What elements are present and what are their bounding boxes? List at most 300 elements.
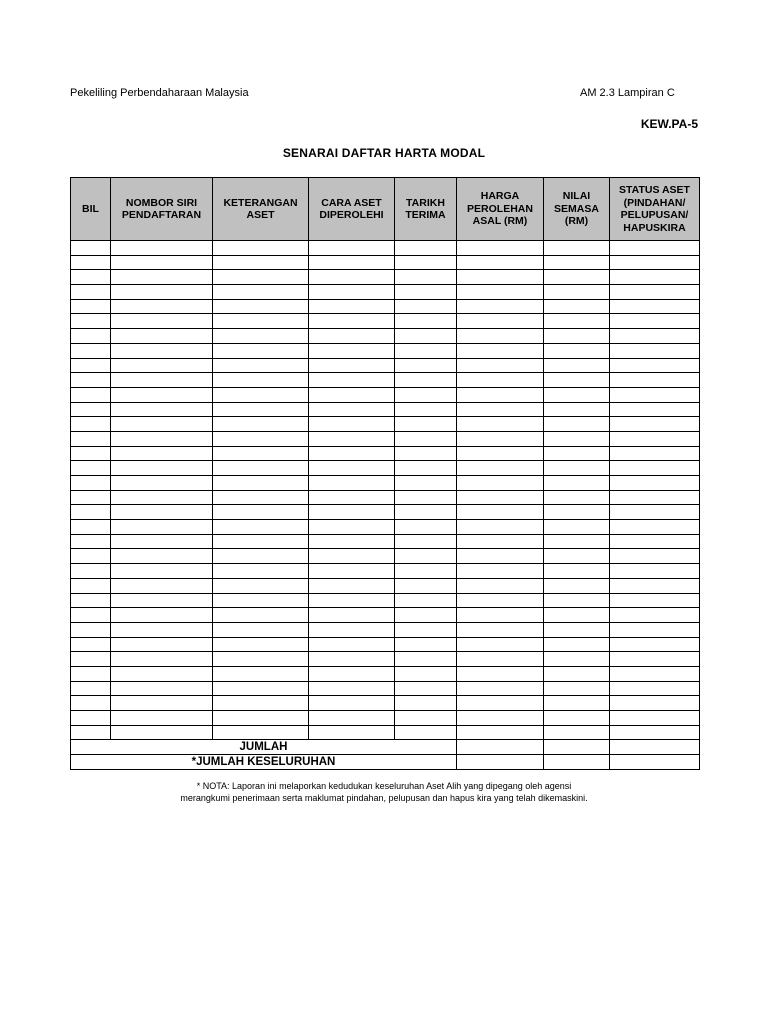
- table-cell[interactable]: [111, 255, 213, 270]
- table-cell[interactable]: [395, 461, 457, 476]
- table-cell[interactable]: [309, 637, 395, 652]
- table-cell[interactable]: [213, 564, 309, 579]
- table-cell[interactable]: [395, 270, 457, 285]
- table-cell[interactable]: [544, 549, 610, 564]
- table-cell[interactable]: [457, 270, 544, 285]
- table-cell[interactable]: [610, 608, 700, 623]
- table-cell[interactable]: [457, 593, 544, 608]
- table-cell[interactable]: [111, 505, 213, 520]
- table-cell[interactable]: [111, 285, 213, 300]
- table-cell[interactable]: [309, 314, 395, 329]
- table-cell[interactable]: [309, 373, 395, 388]
- table-cell[interactable]: [111, 461, 213, 476]
- table-cell[interactable]: [544, 241, 610, 256]
- grand-total-cell-harga[interactable]: [457, 755, 544, 770]
- table-cell[interactable]: [610, 711, 700, 726]
- table-cell[interactable]: [544, 666, 610, 681]
- table-cell[interactable]: [395, 681, 457, 696]
- table-cell[interactable]: [71, 666, 111, 681]
- table-cell[interactable]: [544, 564, 610, 579]
- table-cell[interactable]: [395, 373, 457, 388]
- table-cell[interactable]: [71, 608, 111, 623]
- table-cell[interactable]: [457, 696, 544, 711]
- table-cell[interactable]: [544, 711, 610, 726]
- table-cell[interactable]: [213, 343, 309, 358]
- table-cell[interactable]: [457, 255, 544, 270]
- table-cell[interactable]: [111, 299, 213, 314]
- table-cell[interactable]: [610, 285, 700, 300]
- table-cell[interactable]: [544, 285, 610, 300]
- table-cell[interactable]: [610, 652, 700, 667]
- table-cell[interactable]: [213, 578, 309, 593]
- table-cell[interactable]: [111, 270, 213, 285]
- total-cell-nilai[interactable]: [544, 740, 610, 755]
- table-cell[interactable]: [309, 255, 395, 270]
- table-cell[interactable]: [309, 534, 395, 549]
- table-row: [71, 622, 700, 637]
- table-cell[interactable]: [111, 241, 213, 256]
- table-cell[interactable]: [544, 299, 610, 314]
- table-cell[interactable]: [111, 387, 213, 402]
- table-cell[interactable]: [610, 534, 700, 549]
- table-cell[interactable]: [544, 255, 610, 270]
- table-cell[interactable]: [213, 652, 309, 667]
- table-cell[interactable]: [610, 476, 700, 491]
- table-cell[interactable]: [71, 637, 111, 652]
- table-cell[interactable]: [71, 534, 111, 549]
- table-cell[interactable]: [71, 329, 111, 344]
- table-cell[interactable]: [457, 652, 544, 667]
- table-cell[interactable]: [111, 446, 213, 461]
- table-cell[interactable]: [71, 255, 111, 270]
- table-cell[interactable]: [544, 490, 610, 505]
- table-cell[interactable]: [111, 373, 213, 388]
- table-cell[interactable]: [213, 255, 309, 270]
- table-cell[interactable]: [71, 358, 111, 373]
- table-cell[interactable]: [213, 241, 309, 256]
- table-cell[interactable]: [457, 417, 544, 432]
- table-cell[interactable]: [213, 314, 309, 329]
- table-cell[interactable]: [213, 431, 309, 446]
- table-cell[interactable]: [71, 622, 111, 637]
- table-cell[interactable]: [395, 314, 457, 329]
- table-cell[interactable]: [610, 255, 700, 270]
- table-cell[interactable]: [71, 314, 111, 329]
- table-cell[interactable]: [213, 505, 309, 520]
- table-cell[interactable]: [213, 681, 309, 696]
- table-cell[interactable]: [111, 314, 213, 329]
- table-cell[interactable]: [71, 431, 111, 446]
- table-cell[interactable]: [457, 725, 544, 740]
- table-cell[interactable]: [610, 593, 700, 608]
- table-row: [71, 637, 700, 652]
- table-cell[interactable]: [213, 637, 309, 652]
- table-cell[interactable]: [71, 285, 111, 300]
- table-cell[interactable]: [71, 417, 111, 432]
- table-row: [71, 696, 700, 711]
- table-cell[interactable]: [610, 299, 700, 314]
- table-cell[interactable]: [544, 520, 610, 535]
- table-cell[interactable]: [71, 476, 111, 491]
- table-cell[interactable]: [309, 622, 395, 637]
- table-cell[interactable]: [610, 241, 700, 256]
- table-cell[interactable]: [610, 681, 700, 696]
- table-cell[interactable]: [213, 593, 309, 608]
- table-body: [71, 241, 700, 740]
- table-cell[interactable]: [544, 652, 610, 667]
- table-cell[interactable]: [544, 373, 610, 388]
- table-cell[interactable]: [610, 373, 700, 388]
- table-row: [71, 652, 700, 667]
- table-cell[interactable]: [71, 725, 111, 740]
- table-cell[interactable]: [544, 329, 610, 344]
- table-cell[interactable]: [213, 299, 309, 314]
- column-header-status-aset: STATUS ASET (PINDAHAN/ PELUPUSAN/ HAPUSKIRA: [610, 178, 700, 241]
- table-cell[interactable]: [111, 637, 213, 652]
- table-cell[interactable]: [544, 343, 610, 358]
- table-cell[interactable]: [309, 578, 395, 593]
- table-cell[interactable]: [395, 241, 457, 256]
- table-cell[interactable]: [544, 608, 610, 623]
- table-cell[interactable]: [457, 476, 544, 491]
- table-row: [71, 534, 700, 549]
- table-cell[interactable]: [457, 431, 544, 446]
- table-cell[interactable]: [457, 299, 544, 314]
- table-cell[interactable]: [111, 431, 213, 446]
- table-cell[interactable]: [544, 270, 610, 285]
- table-cell[interactable]: [111, 652, 213, 667]
- table-cell[interactable]: [457, 534, 544, 549]
- table-cell[interactable]: [457, 461, 544, 476]
- table-cell[interactable]: [457, 637, 544, 652]
- table-cell[interactable]: [309, 564, 395, 579]
- table-cell[interactable]: [544, 593, 610, 608]
- table-cell[interactable]: [457, 314, 544, 329]
- table-cell[interactable]: [457, 622, 544, 637]
- table-cell[interactable]: [395, 534, 457, 549]
- table-cell[interactable]: [309, 476, 395, 491]
- table-cell[interactable]: [544, 505, 610, 520]
- table-cell[interactable]: [610, 696, 700, 711]
- table-cell[interactable]: [395, 255, 457, 270]
- table-cell[interactable]: [610, 314, 700, 329]
- table-cell[interactable]: [309, 446, 395, 461]
- table-row: [71, 402, 700, 417]
- table-cell[interactable]: [395, 285, 457, 300]
- table-cell[interactable]: [309, 285, 395, 300]
- table-cell[interactable]: [457, 578, 544, 593]
- table-cell[interactable]: [111, 417, 213, 432]
- table-cell[interactable]: [457, 505, 544, 520]
- table-row: [71, 666, 700, 681]
- table-cell[interactable]: [71, 505, 111, 520]
- table-cell[interactable]: [610, 461, 700, 476]
- table-cell[interactable]: [457, 549, 544, 564]
- table-row: [71, 431, 700, 446]
- table-cell[interactable]: [309, 270, 395, 285]
- table-cell[interactable]: [309, 505, 395, 520]
- table-cell[interactable]: [309, 431, 395, 446]
- table-cell[interactable]: [395, 608, 457, 623]
- table-cell[interactable]: [309, 358, 395, 373]
- table-cell[interactable]: [71, 564, 111, 579]
- table-cell[interactable]: [395, 549, 457, 564]
- table-cell[interactable]: [395, 402, 457, 417]
- table-cell[interactable]: [610, 446, 700, 461]
- table-cell[interactable]: [395, 725, 457, 740]
- table-cell[interactable]: [71, 711, 111, 726]
- table-cell[interactable]: [309, 241, 395, 256]
- table-cell[interactable]: [457, 520, 544, 535]
- table-cell[interactable]: [544, 696, 610, 711]
- table-cell[interactable]: [457, 241, 544, 256]
- table-cell[interactable]: [544, 534, 610, 549]
- table-row: [71, 505, 700, 520]
- table-cell[interactable]: [544, 461, 610, 476]
- table-cell[interactable]: [395, 329, 457, 344]
- table-cell[interactable]: [213, 520, 309, 535]
- table-cell[interactable]: [111, 343, 213, 358]
- table-cell[interactable]: [610, 387, 700, 402]
- table-row: [71, 285, 700, 300]
- footnote-line-1: * NOTA: Laporan ini melaporkan kedudukan keseluruhan Aset Alih yang dipegang oleh agensi: [196, 781, 572, 791]
- table-cell[interactable]: [213, 417, 309, 432]
- table-cell[interactable]: [610, 329, 700, 344]
- table-cell[interactable]: [544, 387, 610, 402]
- table-cell[interactable]: [71, 681, 111, 696]
- table-cell[interactable]: [309, 711, 395, 726]
- table-cell[interactable]: [213, 534, 309, 549]
- table-cell[interactable]: [71, 549, 111, 564]
- table-cell[interactable]: [213, 490, 309, 505]
- table-cell[interactable]: [71, 387, 111, 402]
- table-cell[interactable]: [395, 578, 457, 593]
- table-row: [71, 549, 700, 564]
- table-cell[interactable]: [213, 711, 309, 726]
- table-cell[interactable]: [213, 329, 309, 344]
- table-cell[interactable]: [309, 387, 395, 402]
- table-cell[interactable]: [111, 681, 213, 696]
- table-cell[interactable]: [71, 343, 111, 358]
- table-cell[interactable]: [71, 402, 111, 417]
- table-cell[interactable]: [457, 490, 544, 505]
- table-cell[interactable]: [111, 490, 213, 505]
- table-cell[interactable]: [213, 696, 309, 711]
- table-cell[interactable]: [395, 343, 457, 358]
- table-cell[interactable]: [213, 622, 309, 637]
- table-cell[interactable]: [610, 490, 700, 505]
- table-cell[interactable]: [610, 505, 700, 520]
- table-cell[interactable]: [395, 564, 457, 579]
- table-cell[interactable]: [395, 505, 457, 520]
- table-cell[interactable]: [111, 578, 213, 593]
- table-cell[interactable]: [457, 387, 544, 402]
- table-cell[interactable]: [457, 343, 544, 358]
- table-cell[interactable]: [111, 329, 213, 344]
- table-cell[interactable]: [111, 622, 213, 637]
- table-cell[interactable]: [544, 431, 610, 446]
- table-cell[interactable]: [544, 417, 610, 432]
- grand-total-row: [71, 755, 700, 770]
- table-cell[interactable]: [544, 681, 610, 696]
- table-cell[interactable]: [309, 343, 395, 358]
- table-cell[interactable]: [213, 402, 309, 417]
- table-cell[interactable]: [457, 329, 544, 344]
- table-cell[interactable]: [213, 358, 309, 373]
- table-cell[interactable]: [610, 578, 700, 593]
- table-cell[interactable]: [309, 593, 395, 608]
- table-cell[interactable]: [309, 490, 395, 505]
- table-cell[interactable]: [544, 358, 610, 373]
- table-row: [71, 608, 700, 623]
- table-cell[interactable]: [309, 299, 395, 314]
- table-cell[interactable]: [544, 725, 610, 740]
- column-header-keterangan: KETERANGAN ASET: [213, 178, 309, 241]
- table-cell[interactable]: [610, 431, 700, 446]
- table-cell[interactable]: [309, 402, 395, 417]
- table-cell[interactable]: [610, 637, 700, 652]
- table-cell[interactable]: [111, 520, 213, 535]
- table-cell[interactable]: [309, 461, 395, 476]
- table-cell[interactable]: [395, 476, 457, 491]
- table-cell[interactable]: [309, 520, 395, 535]
- grand-total-cell-nilai[interactable]: [544, 755, 610, 770]
- table-cell[interactable]: [71, 696, 111, 711]
- table-cell[interactable]: [111, 358, 213, 373]
- table-cell[interactable]: [610, 417, 700, 432]
- table-cell[interactable]: [111, 476, 213, 491]
- table-row: [71, 270, 700, 285]
- table-cell[interactable]: [309, 329, 395, 344]
- table-cell[interactable]: [395, 711, 457, 726]
- table-cell[interactable]: [457, 564, 544, 579]
- table-cell[interactable]: [457, 711, 544, 726]
- table-cell[interactable]: [395, 652, 457, 667]
- table-cell[interactable]: [213, 373, 309, 388]
- table-cell[interactable]: [111, 711, 213, 726]
- table-cell[interactable]: [395, 666, 457, 681]
- table-cell[interactable]: [395, 593, 457, 608]
- table-cell[interactable]: [457, 608, 544, 623]
- table-cell[interactable]: [395, 431, 457, 446]
- table-cell[interactable]: [213, 270, 309, 285]
- table-cell[interactable]: [395, 490, 457, 505]
- table-cell[interactable]: [610, 358, 700, 373]
- table-cell[interactable]: [213, 666, 309, 681]
- table-cell[interactable]: [309, 608, 395, 623]
- column-header-nilai-semasa: NILAI SEMASA (RM): [544, 178, 610, 241]
- table-cell[interactable]: [71, 373, 111, 388]
- table-cell[interactable]: [544, 402, 610, 417]
- table-cell[interactable]: [395, 299, 457, 314]
- table-cell[interactable]: [213, 387, 309, 402]
- table-cell[interactable]: [71, 270, 111, 285]
- table-cell[interactable]: [395, 520, 457, 535]
- table-cell[interactable]: [71, 490, 111, 505]
- table-cell[interactable]: [544, 314, 610, 329]
- table-cell[interactable]: [610, 520, 700, 535]
- table-cell[interactable]: [71, 461, 111, 476]
- table-row: [71, 476, 700, 491]
- table-cell[interactable]: [111, 564, 213, 579]
- table-cell[interactable]: [111, 549, 213, 564]
- table-cell[interactable]: [111, 402, 213, 417]
- table-cell[interactable]: [111, 608, 213, 623]
- table-cell[interactable]: [395, 622, 457, 637]
- table-row: [71, 387, 700, 402]
- table-cell[interactable]: [309, 549, 395, 564]
- table-cell[interactable]: [457, 373, 544, 388]
- table-cell[interactable]: [610, 666, 700, 681]
- table-cell[interactable]: [457, 446, 544, 461]
- table-cell[interactable]: [111, 696, 213, 711]
- table-cell[interactable]: [457, 666, 544, 681]
- table-cell[interactable]: [457, 358, 544, 373]
- table-cell[interactable]: [457, 681, 544, 696]
- table-cell[interactable]: [457, 402, 544, 417]
- table-cell[interactable]: [71, 652, 111, 667]
- table-row: [71, 299, 700, 314]
- table-cell[interactable]: [395, 387, 457, 402]
- table-cell[interactable]: [71, 578, 111, 593]
- table-cell[interactable]: [213, 461, 309, 476]
- table-cell[interactable]: [610, 549, 700, 564]
- table-cell[interactable]: [610, 402, 700, 417]
- table-cell[interactable]: [213, 608, 309, 623]
- table-cell[interactable]: [544, 578, 610, 593]
- table-cell[interactable]: [309, 725, 395, 740]
- table-cell[interactable]: [309, 666, 395, 681]
- table-cell[interactable]: [544, 622, 610, 637]
- table-cell[interactable]: [71, 241, 111, 256]
- table-cell[interactable]: [544, 476, 610, 491]
- table-cell[interactable]: [213, 446, 309, 461]
- table-cell[interactable]: [309, 696, 395, 711]
- footnote-line-2: merangkumi penerimaan serta maklumat pindahan, pelupusan dan hapus kira yang telah dikemaskini.: [180, 793, 588, 803]
- table-cell[interactable]: [395, 446, 457, 461]
- table-cell[interactable]: [309, 681, 395, 696]
- table-cell[interactable]: [457, 285, 544, 300]
- table-cell[interactable]: [544, 446, 610, 461]
- table-cell[interactable]: [309, 652, 395, 667]
- table-cell[interactable]: [395, 696, 457, 711]
- table-cell[interactable]: [213, 549, 309, 564]
- table-cell[interactable]: [395, 417, 457, 432]
- table-cell[interactable]: [544, 637, 610, 652]
- table-cell[interactable]: [610, 270, 700, 285]
- table-cell[interactable]: [111, 534, 213, 549]
- total-cell-harga[interactable]: [457, 740, 544, 755]
- table-cell[interactable]: [395, 358, 457, 373]
- table-cell[interactable]: [309, 417, 395, 432]
- table-cell[interactable]: [610, 725, 700, 740]
- table-cell[interactable]: [395, 637, 457, 652]
- table-cell[interactable]: [610, 564, 700, 579]
- table-cell[interactable]: [111, 593, 213, 608]
- table-cell[interactable]: [111, 725, 213, 740]
- table-cell[interactable]: [610, 622, 700, 637]
- table-cell[interactable]: [213, 285, 309, 300]
- table-row: [71, 593, 700, 608]
- table-cell[interactable]: [610, 343, 700, 358]
- table-cell[interactable]: [71, 593, 111, 608]
- table-cell[interactable]: [71, 520, 111, 535]
- table-cell[interactable]: [213, 725, 309, 740]
- table-cell[interactable]: [71, 446, 111, 461]
- table-cell[interactable]: [213, 476, 309, 491]
- table-cell[interactable]: [71, 299, 111, 314]
- table-cell[interactable]: [111, 666, 213, 681]
